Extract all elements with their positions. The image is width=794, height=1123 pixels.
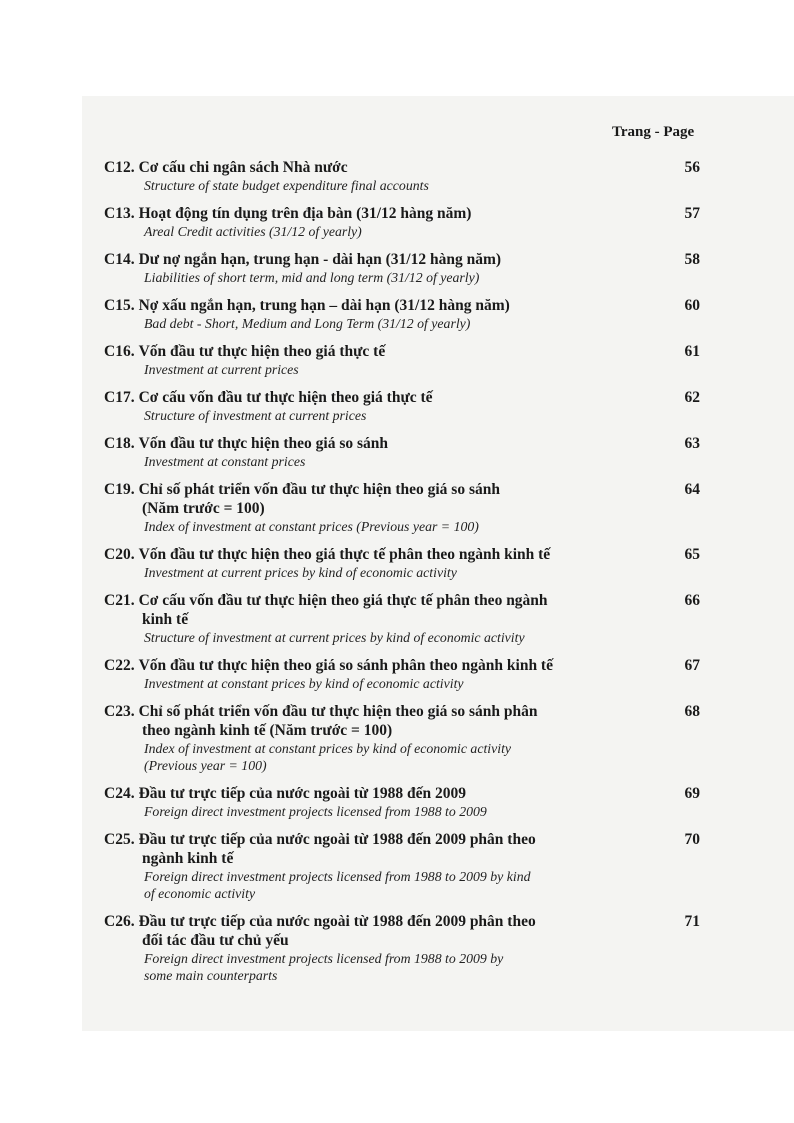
entry-page-number: 65 (684, 546, 700, 563)
entry-title (104, 480, 700, 499)
entry-english-title: Structure of investment at current prices by kind of economic activity (144, 630, 525, 645)
toc-entry[interactable] (104, 656, 700, 692)
entry-title-text: Vốn đầu tư thực hiện theo giá so sánh (138, 435, 389, 452)
entry-title (104, 342, 700, 361)
entry-title-text: Nợ xấu ngắn hạn, trung hạn – dài hạn (31/12 hàng năm) (138, 297, 510, 314)
entry-page-number: 56 (684, 159, 700, 176)
entry-title (104, 158, 700, 177)
entry-page-number: 60 (684, 297, 700, 314)
entry-english-title: Bad debt - Short, Medium and Long Term (31/12 of yearly) (144, 316, 471, 331)
entry-english-title: Foreign direct investment projects licensed from 1988 to 2009 by kind (144, 869, 531, 884)
entry-title-text: kinh tế (142, 611, 189, 628)
entry-title-text: Cơ cấu vốn đầu tư thực hiện theo giá thực tế (138, 389, 433, 406)
entry-code: C22. (104, 657, 135, 674)
page-column-header: Trang - Page (612, 124, 695, 140)
entry-code: C25. (104, 831, 135, 848)
toc-entry[interactable] (104, 591, 700, 646)
entry-page-number: 70 (684, 831, 700, 848)
entry-title-text: (Năm trước = 100) (142, 500, 265, 517)
entry-english-title: Investment at constant prices (144, 454, 306, 469)
entry-title-text: Dư nợ ngắn hạn, trung hạn - dài hạn (31/12 hàng năm) (138, 251, 502, 268)
toc-entry[interactable] (104, 388, 700, 424)
entry-title-continued (104, 499, 700, 518)
entry-page-number: 67 (684, 657, 700, 674)
entry-code: C23. (104, 703, 135, 720)
entry-title (104, 545, 700, 564)
entry-page-number: 57 (684, 205, 700, 222)
entry-title-text: đối tác đầu tư chủ yếu (142, 932, 289, 949)
entry-code: C16. (104, 343, 135, 360)
toc-entry[interactable] (104, 702, 700, 774)
entry-english-title: Index of investment at constant prices by kind of economic activity (144, 741, 512, 756)
entry-page-number: 71 (684, 913, 700, 930)
entry-page-number: 61 (684, 343, 700, 360)
entry-title (104, 204, 700, 223)
entry-english-title: Investment at constant prices by kind of economic activity (144, 676, 464, 691)
entry-code: C26. (104, 913, 135, 930)
entry-code: C21. (104, 592, 135, 609)
entry-title (104, 784, 700, 803)
entry-english-title: Structure of investment at current prices (144, 408, 367, 423)
entry-page-number: 69 (684, 785, 700, 802)
entry-code: C20. (104, 546, 135, 563)
entry-title (104, 656, 700, 675)
entry-title-continued (104, 610, 700, 629)
entry-title-text: Chỉ số phát triển vốn đầu tư thực hiện theo giá so sánh phân (138, 703, 538, 720)
entry-title-continued (104, 721, 700, 740)
entry-title-continued (104, 849, 700, 868)
entry-title-text: Đầu tư trực tiếp của nước ngoài từ 1988 đến 2009 phân theo (138, 913, 536, 930)
entry-code: C15. (104, 297, 135, 314)
table-of-contents (104, 158, 700, 994)
entry-english-title: Investment at current prices (144, 362, 299, 377)
entry-title-text: Cơ cấu vốn đầu tư thực hiện theo giá thực tế phân theo ngành (138, 592, 548, 609)
entry-title-text: Hoạt động tín dụng trên địa bàn (31/12 hàng năm) (138, 205, 472, 222)
toc-entry[interactable] (104, 158, 700, 194)
entry-code: C17. (104, 389, 135, 406)
entry-english-title: (Previous year = 100) (144, 758, 267, 773)
entry-code: C19. (104, 481, 135, 498)
entry-english-title: some main counterparts (144, 968, 278, 983)
entry-english-title: Areal Credit activities (31/12 of yearly) (144, 224, 362, 239)
entry-title-text: Vốn đầu tư thực hiện theo giá so sánh phân theo ngành kinh tế (138, 657, 553, 674)
entry-english-title: Structure of state budget expenditure final accounts (144, 178, 429, 193)
entry-title (104, 388, 700, 407)
entry-title (104, 702, 700, 721)
entry-title-text: ngành kinh tế (142, 850, 234, 867)
toc-entry[interactable] (104, 296, 700, 332)
entry-page-number: 68 (684, 703, 700, 720)
entry-code: C24. (104, 785, 135, 802)
toc-entry[interactable] (104, 204, 700, 240)
entry-title-text: Đầu tư trực tiếp của nước ngoài từ 1988 đến 2009 (138, 785, 466, 802)
entry-english-title: Index of investment at constant prices (Previous year = 100) (144, 519, 479, 534)
entry-title (104, 250, 700, 269)
entry-page-number: 58 (684, 251, 700, 268)
entry-title (104, 830, 700, 849)
entry-english-title: Foreign direct investment projects licensed from 1988 to 2009 by (144, 951, 504, 966)
entry-english-title: Investment at current prices by kind of economic activity (144, 565, 457, 580)
toc-entry[interactable] (104, 342, 700, 378)
toc-entry[interactable] (104, 434, 700, 470)
entry-title-text: Vốn đầu tư thực hiện theo giá thực tế (138, 343, 386, 360)
toc-entry[interactable] (104, 545, 700, 581)
toc-entry[interactable] (104, 480, 700, 535)
entry-title-text: Chỉ số phát triển vốn đầu tư thực hiện theo giá so sánh (138, 481, 500, 498)
entry-title (104, 296, 700, 315)
toc-entry[interactable] (104, 830, 700, 902)
entry-title-text: Đầu tư trực tiếp của nước ngoài từ 1988 đến 2009 phân theo (138, 831, 536, 848)
entry-title (104, 912, 700, 931)
entry-code: C12. (104, 159, 135, 176)
entry-page-number: 66 (684, 592, 700, 609)
entry-page-number: 64 (684, 481, 700, 498)
entry-code: C14. (104, 251, 135, 268)
entry-page-number: 63 (684, 435, 700, 452)
entry-title-text: Vốn đầu tư thực hiện theo giá thực tế phân theo ngành kinh tế (138, 546, 551, 563)
entry-title-text: Cơ cấu chi ngân sách Nhà nước (138, 159, 348, 176)
entry-code: C13. (104, 205, 135, 222)
toc-entry[interactable] (104, 784, 700, 820)
entry-code: C18. (104, 435, 135, 452)
entry-english-title: Liabilities of short term, mid and long term (31/12 of yearly) (144, 270, 480, 285)
toc-entry[interactable] (104, 912, 700, 984)
entry-english-title: Foreign direct investment projects licensed from 1988 to 2009 (144, 804, 487, 819)
entry-title (104, 591, 700, 610)
entry-title (104, 434, 700, 453)
entry-page-number: 62 (684, 389, 700, 406)
toc-entry[interactable] (104, 250, 700, 286)
entry-title-text: theo ngành kinh tế (Năm trước = 100) (142, 722, 393, 739)
entry-english-title: of economic activity (144, 886, 256, 901)
entry-title-continued (104, 931, 700, 950)
